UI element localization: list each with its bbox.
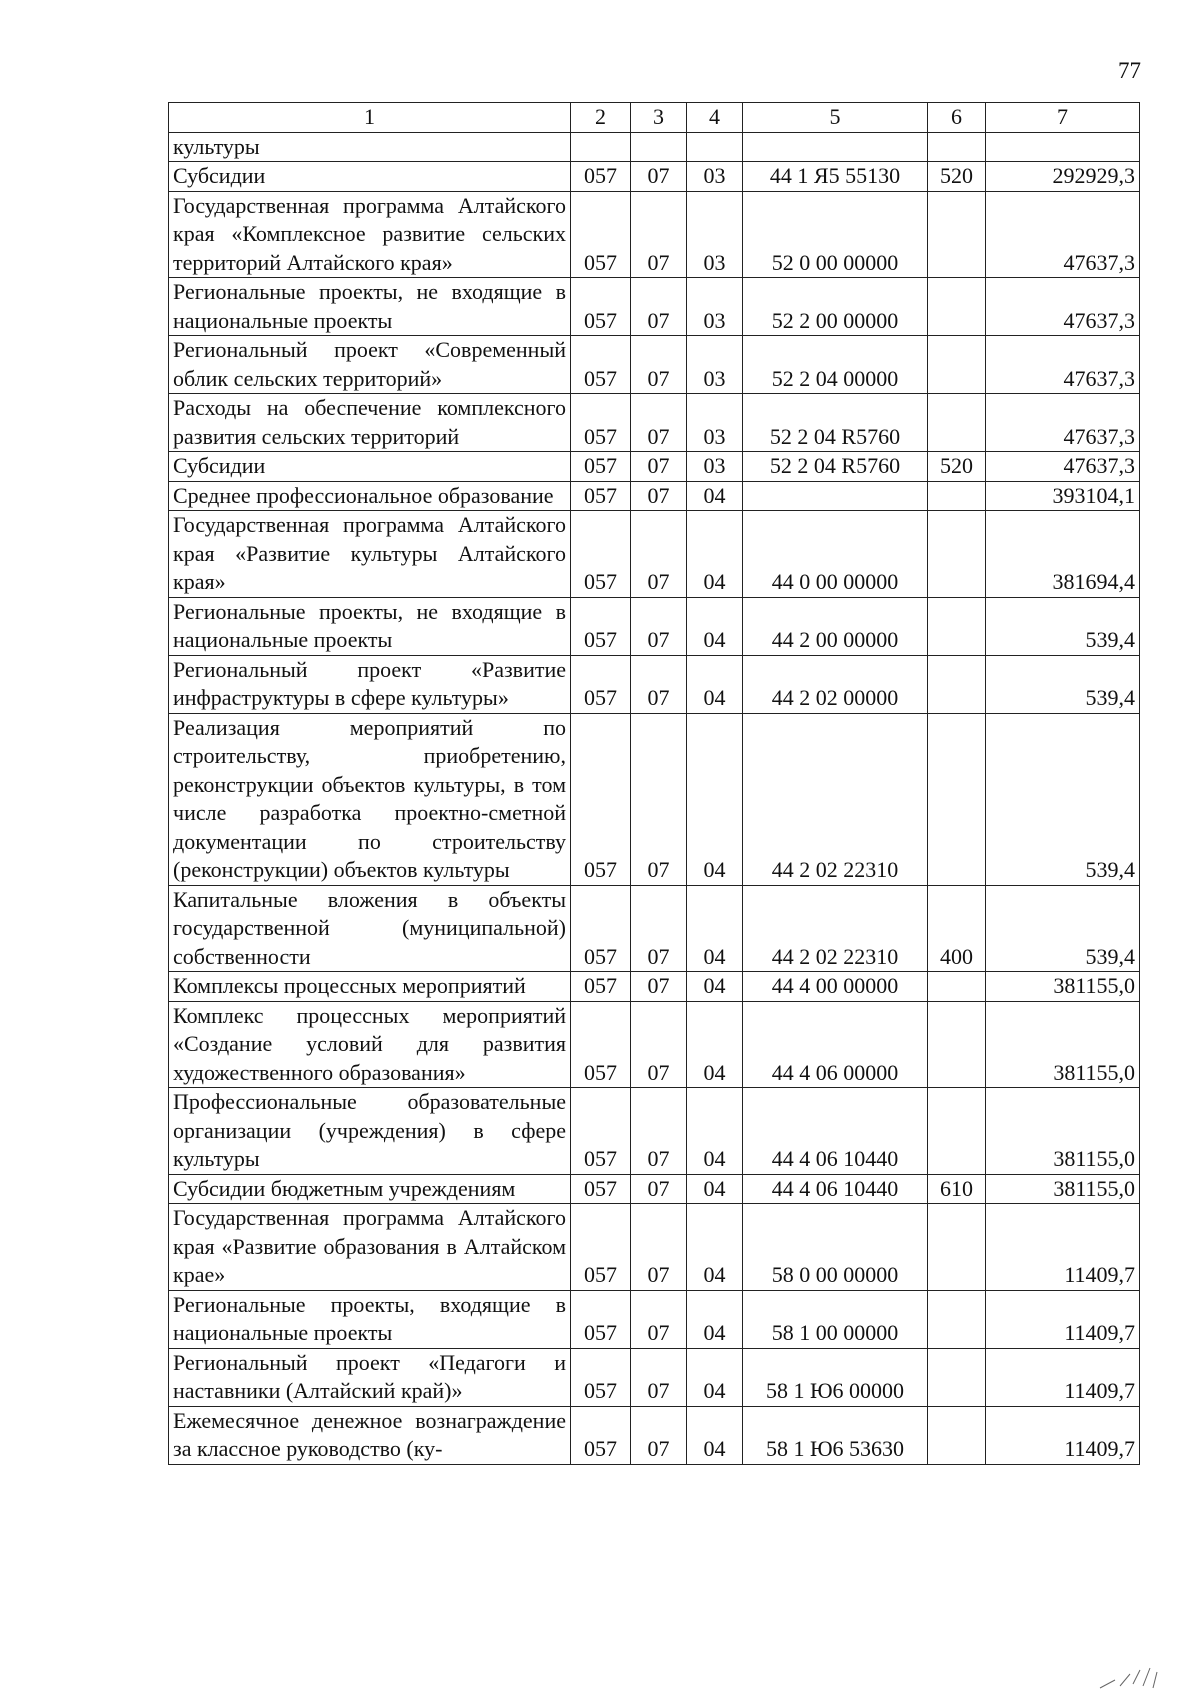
table-row bbox=[169, 972, 1140, 1002]
column-header: 3 bbox=[631, 103, 687, 133]
row-amount: 393104,1 bbox=[986, 481, 1140, 511]
budget-table bbox=[168, 102, 1140, 1465]
row-subsection-code: 03 bbox=[687, 162, 743, 192]
row-section-code: 07 bbox=[631, 972, 687, 1002]
row-section-code: 07 bbox=[631, 1001, 687, 1088]
column-header: 5 bbox=[743, 103, 928, 133]
row-ved-code: 057 bbox=[571, 481, 631, 511]
row-target-article: 52 2 04 R5760 bbox=[743, 452, 928, 482]
row-section-code: 07 bbox=[631, 452, 687, 482]
row-expense-type bbox=[928, 1348, 986, 1406]
row-name: Региональные проекты, входящие в национальные проекты bbox=[169, 1290, 571, 1348]
row-expense-type bbox=[928, 1088, 986, 1175]
row-section-code: 07 bbox=[631, 481, 687, 511]
row-section-code: 07 bbox=[631, 394, 687, 452]
row-section-code: 07 bbox=[631, 713, 687, 885]
row-expense-type: 610 bbox=[928, 1174, 986, 1204]
table-row bbox=[169, 1290, 1140, 1348]
row-subsection-code: 03 bbox=[687, 191, 743, 278]
row-expense-type bbox=[928, 972, 986, 1002]
table-row bbox=[169, 1001, 1140, 1088]
column-header: 4 bbox=[687, 103, 743, 133]
table-row bbox=[169, 885, 1140, 972]
row-target-article: 44 2 00 00000 bbox=[743, 597, 928, 655]
row-expense-type bbox=[928, 713, 986, 885]
row-subsection-code: 04 bbox=[687, 885, 743, 972]
table-row bbox=[169, 713, 1140, 885]
row-name: Капитальные вложения в объекты государственной (муниципальной) собственности bbox=[169, 885, 571, 972]
row-subsection-code: 04 bbox=[687, 655, 743, 713]
row-section-code: 07 bbox=[631, 655, 687, 713]
row-expense-type bbox=[928, 132, 986, 162]
table-row bbox=[169, 191, 1140, 278]
row-section-code bbox=[631, 132, 687, 162]
row-ved-code: 057 bbox=[571, 1204, 631, 1291]
row-name: Государственная программа Алтайского края «Развитие образования в Алтайском крае» bbox=[169, 1204, 571, 1291]
row-subsection-code bbox=[687, 132, 743, 162]
row-name: Государственная программа Алтайского края «Комплексное развитие сельских территорий Алтайского края» bbox=[169, 191, 571, 278]
table-row bbox=[169, 162, 1140, 192]
table-row bbox=[169, 1348, 1140, 1406]
row-ved-code: 057 bbox=[571, 713, 631, 885]
row-ved-code: 057 bbox=[571, 511, 631, 598]
row-amount bbox=[986, 132, 1140, 162]
row-subsection-code: 04 bbox=[687, 1088, 743, 1175]
row-target-article: 58 0 00 00000 bbox=[743, 1204, 928, 1291]
row-subsection-code: 04 bbox=[687, 1290, 743, 1348]
row-amount: 381155,0 bbox=[986, 1088, 1140, 1175]
row-target-article: 52 2 04 00000 bbox=[743, 336, 928, 394]
row-subsection-code: 04 bbox=[687, 511, 743, 598]
row-expense-type: 520 bbox=[928, 162, 986, 192]
row-subsection-code: 04 bbox=[687, 1001, 743, 1088]
row-target-article: 58 1 Ю6 00000 bbox=[743, 1348, 928, 1406]
row-name: Субсидии bbox=[169, 452, 571, 482]
row-amount: 381155,0 bbox=[986, 1174, 1140, 1204]
row-expense-type bbox=[928, 655, 986, 713]
row-target-article bbox=[743, 132, 928, 162]
row-name: Субсидии bbox=[169, 162, 571, 192]
row-section-code: 07 bbox=[631, 1174, 687, 1204]
table-body bbox=[169, 132, 1140, 1464]
row-target-article: 44 1 Я5 55130 bbox=[743, 162, 928, 192]
row-amount: 11409,7 bbox=[986, 1406, 1140, 1464]
row-name: Субсидии бюджетным учреждениям bbox=[169, 1174, 571, 1204]
table-row bbox=[169, 452, 1140, 482]
row-target-article bbox=[743, 481, 928, 511]
row-ved-code: 057 bbox=[571, 972, 631, 1002]
row-ved-code: 057 bbox=[571, 1088, 631, 1175]
row-target-article: 58 1 Ю6 53630 bbox=[743, 1406, 928, 1464]
row-ved-code: 057 bbox=[571, 1406, 631, 1464]
row-target-article: 52 0 00 00000 bbox=[743, 191, 928, 278]
row-subsection-code: 04 bbox=[687, 481, 743, 511]
row-section-code: 07 bbox=[631, 1204, 687, 1291]
row-amount: 47637,3 bbox=[986, 452, 1140, 482]
row-amount: 47637,3 bbox=[986, 394, 1140, 452]
row-target-article: 44 4 00 00000 bbox=[743, 972, 928, 1002]
row-target-article: 44 2 02 22310 bbox=[743, 885, 928, 972]
row-subsection-code: 03 bbox=[687, 278, 743, 336]
column-header: 2 bbox=[571, 103, 631, 133]
row-name: Региональные проекты, не входящие в национальные проекты bbox=[169, 278, 571, 336]
table-row bbox=[169, 511, 1140, 598]
row-amount: 539,4 bbox=[986, 713, 1140, 885]
column-header: 1 bbox=[169, 103, 571, 133]
header-row bbox=[169, 103, 1140, 133]
row-name: Комплексы процессных мероприятий bbox=[169, 972, 571, 1002]
row-ved-code: 057 bbox=[571, 1001, 631, 1088]
row-ved-code: 057 bbox=[571, 1174, 631, 1204]
row-amount: 47637,3 bbox=[986, 336, 1140, 394]
table-row bbox=[169, 655, 1140, 713]
table-row bbox=[169, 394, 1140, 452]
row-section-code: 07 bbox=[631, 511, 687, 598]
row-name: Реализация мероприятий по строительству, приобретению, реконструкции объектов культуры, в том числе разработка проектно-сметной документации по строительству (реконструкции) объектов культуры bbox=[169, 713, 571, 885]
row-section-code: 07 bbox=[631, 597, 687, 655]
row-amount: 11409,7 bbox=[986, 1348, 1140, 1406]
row-ved-code: 057 bbox=[571, 885, 631, 972]
row-expense-type bbox=[928, 1001, 986, 1088]
table-row bbox=[169, 336, 1140, 394]
row-subsection-code: 04 bbox=[687, 597, 743, 655]
row-ved-code: 057 bbox=[571, 452, 631, 482]
row-name: Региональный проект «Развитие инфраструктуры в сфере культуры» bbox=[169, 655, 571, 713]
row-name: Профессиональные образовательные организации (учреждения) в сфере культуры bbox=[169, 1088, 571, 1175]
row-expense-type bbox=[928, 336, 986, 394]
pen-mark-icon bbox=[1095, 1650, 1185, 1690]
row-expense-type bbox=[928, 511, 986, 598]
column-header: 6 bbox=[928, 103, 986, 133]
row-subsection-code: 04 bbox=[687, 1348, 743, 1406]
row-section-code: 07 bbox=[631, 278, 687, 336]
row-name: Расходы на обеспечение комплексного развития сельских территорий bbox=[169, 394, 571, 452]
row-name: Ежемесячное денежное вознаграждение за классное руководство (ку- bbox=[169, 1406, 571, 1464]
row-amount: 539,4 bbox=[986, 597, 1140, 655]
table-row bbox=[169, 1406, 1140, 1464]
table-row bbox=[169, 481, 1140, 511]
row-expense-type bbox=[928, 1290, 986, 1348]
row-section-code: 07 bbox=[631, 1290, 687, 1348]
row-section-code: 07 bbox=[631, 1088, 687, 1175]
row-subsection-code: 03 bbox=[687, 394, 743, 452]
row-subsection-code: 04 bbox=[687, 1406, 743, 1464]
page-number: 77 bbox=[1118, 58, 1141, 83]
row-expense-type bbox=[928, 481, 986, 511]
row-expense-type bbox=[928, 191, 986, 278]
row-expense-type bbox=[928, 394, 986, 452]
row-target-article: 44 2 02 00000 bbox=[743, 655, 928, 713]
row-ved-code: 057 bbox=[571, 1348, 631, 1406]
row-ved-code: 057 bbox=[571, 597, 631, 655]
row-name: Региональный проект «Педагоги и наставники (Алтайский край)» bbox=[169, 1348, 571, 1406]
row-section-code: 07 bbox=[631, 191, 687, 278]
row-subsection-code: 04 bbox=[687, 972, 743, 1002]
row-section-code: 07 bbox=[631, 1406, 687, 1464]
row-target-article: 44 2 02 22310 bbox=[743, 713, 928, 885]
row-name: Региональный проект «Современный облик сельских территорий» bbox=[169, 336, 571, 394]
row-target-article: 52 2 00 00000 bbox=[743, 278, 928, 336]
row-amount: 539,4 bbox=[986, 655, 1140, 713]
row-amount: 381155,0 bbox=[986, 972, 1140, 1002]
row-amount: 539,4 bbox=[986, 885, 1140, 972]
row-subsection-code: 04 bbox=[687, 713, 743, 885]
row-name: Государственная программа Алтайского края «Развитие культуры Алтайского края» bbox=[169, 511, 571, 598]
row-expense-type bbox=[928, 1204, 986, 1291]
row-ved-code: 057 bbox=[571, 278, 631, 336]
row-section-code: 07 bbox=[631, 885, 687, 972]
row-target-article: 44 4 06 00000 bbox=[743, 1001, 928, 1088]
row-amount: 47637,3 bbox=[986, 191, 1140, 278]
table-row bbox=[169, 278, 1140, 336]
row-target-article: 52 2 04 R5760 bbox=[743, 394, 928, 452]
row-target-article: 44 4 06 10440 bbox=[743, 1174, 928, 1204]
row-target-article: 58 1 00 00000 bbox=[743, 1290, 928, 1348]
row-expense-type bbox=[928, 278, 986, 336]
row-name: Региональные проекты, не входящие в национальные проекты bbox=[169, 597, 571, 655]
row-ved-code: 057 bbox=[571, 336, 631, 394]
row-ved-code bbox=[571, 132, 631, 162]
row-ved-code: 057 bbox=[571, 1290, 631, 1348]
row-amount: 11409,7 bbox=[986, 1290, 1140, 1348]
row-ved-code: 057 bbox=[571, 655, 631, 713]
row-subsection-code: 03 bbox=[687, 336, 743, 394]
row-amount: 381155,0 bbox=[986, 1001, 1140, 1088]
row-amount: 292929,3 bbox=[986, 162, 1140, 192]
row-target-article: 44 0 00 00000 bbox=[743, 511, 928, 598]
row-amount: 47637,3 bbox=[986, 278, 1140, 336]
row-section-code: 07 bbox=[631, 336, 687, 394]
table-row bbox=[169, 597, 1140, 655]
row-section-code: 07 bbox=[631, 1348, 687, 1406]
row-expense-type bbox=[928, 1406, 986, 1464]
row-subsection-code: 04 bbox=[687, 1204, 743, 1291]
row-subsection-code: 04 bbox=[687, 1174, 743, 1204]
table-row bbox=[169, 132, 1140, 162]
table-row bbox=[169, 1204, 1140, 1291]
row-ved-code: 057 bbox=[571, 162, 631, 192]
row-ved-code: 057 bbox=[571, 191, 631, 278]
row-name: Комплекс процессных мероприятий «Создание условий для развития художественного образования» bbox=[169, 1001, 571, 1088]
row-ved-code: 057 bbox=[571, 394, 631, 452]
column-header: 7 bbox=[986, 103, 1140, 133]
row-expense-type: 520 bbox=[928, 452, 986, 482]
table-row bbox=[169, 1088, 1140, 1175]
row-expense-type bbox=[928, 597, 986, 655]
row-name: Среднее профессиональное образование bbox=[169, 481, 571, 511]
row-name: культуры bbox=[169, 132, 571, 162]
row-amount: 11409,7 bbox=[986, 1204, 1140, 1291]
row-section-code: 07 bbox=[631, 162, 687, 192]
table-row bbox=[169, 1174, 1140, 1204]
row-amount: 381694,4 bbox=[986, 511, 1140, 598]
row-subsection-code: 03 bbox=[687, 452, 743, 482]
row-expense-type: 400 bbox=[928, 885, 986, 972]
row-target-article: 44 4 06 10440 bbox=[743, 1088, 928, 1175]
